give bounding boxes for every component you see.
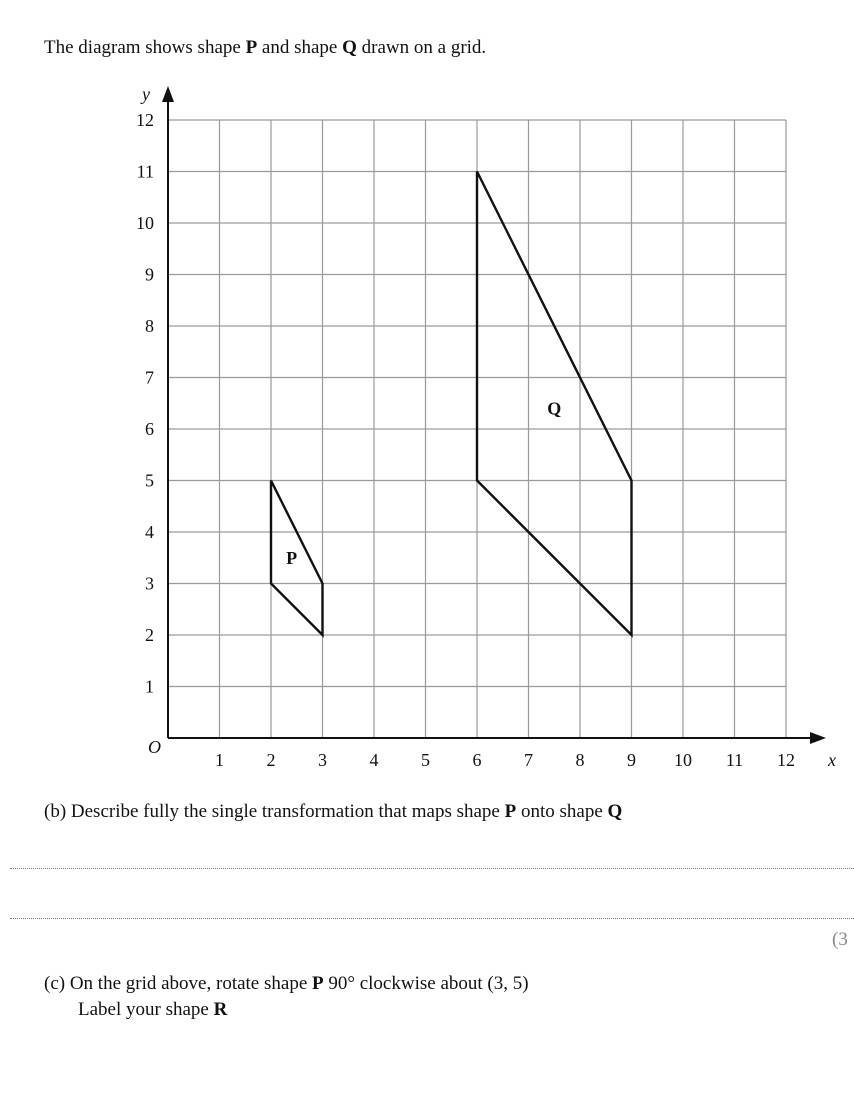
x-axis-arrow [810,732,826,744]
x-tick-label: 11 [725,750,744,770]
shape-q-label: Q [547,398,562,419]
y-tick-label: 11 [136,161,154,182]
shape-p-label: P [286,547,298,568]
x-tick-label: 2 [266,750,276,770]
y-axis-label: y [142,84,150,104]
y-tick-label: 8 [145,316,154,336]
x-tick-label: 7 [524,750,533,770]
shapes [271,172,632,636]
x-tick-label: 6 [472,750,482,770]
intro-text: The diagram shows shape P and shape Q drawn on a grid. [44,37,487,58]
question-c-instruction: Label your shape R [78,999,228,1020]
question-b: (b) Describe fully the single transformation that maps shape P onto shape Q [44,801,623,822]
y-tick-label: 5 [145,470,154,491]
answer-line[interactable] [10,918,854,919]
axes [162,86,826,744]
y-tick-label: 7 [145,367,154,388]
y-tick-label: 9 [145,264,154,285]
answer-line[interactable] [10,868,854,869]
y-tick-label: 1 [145,676,154,697]
y-axis-arrow [162,86,174,102]
marks-label: (3 [832,929,848,950]
y-tick-label: 6 [145,419,154,439]
x-tick-label: 1 [215,750,224,770]
y-tick-label: 2 [145,625,154,645]
x-tick-label: 10 [674,750,692,770]
question-c: (c) On the grid above, rotate shape P 90° clockwise about (3, 5) [44,973,529,994]
x-tick-label: 12 [777,750,795,770]
y-tick-label: 12 [136,110,154,130]
y-tick-label: 10 [136,213,154,233]
x-axis-label: x [828,750,836,770]
x-tick-label: 9 [627,750,636,770]
x-tick-label: 4 [369,750,379,770]
origin-label: O [148,737,161,757]
y-tick-label: 4 [145,522,154,542]
x-tick-label: 5 [421,750,430,770]
x-tick-label: 8 [575,750,585,770]
x-tick-label: 3 [318,750,327,770]
y-tick-label: 3 [145,573,154,594]
